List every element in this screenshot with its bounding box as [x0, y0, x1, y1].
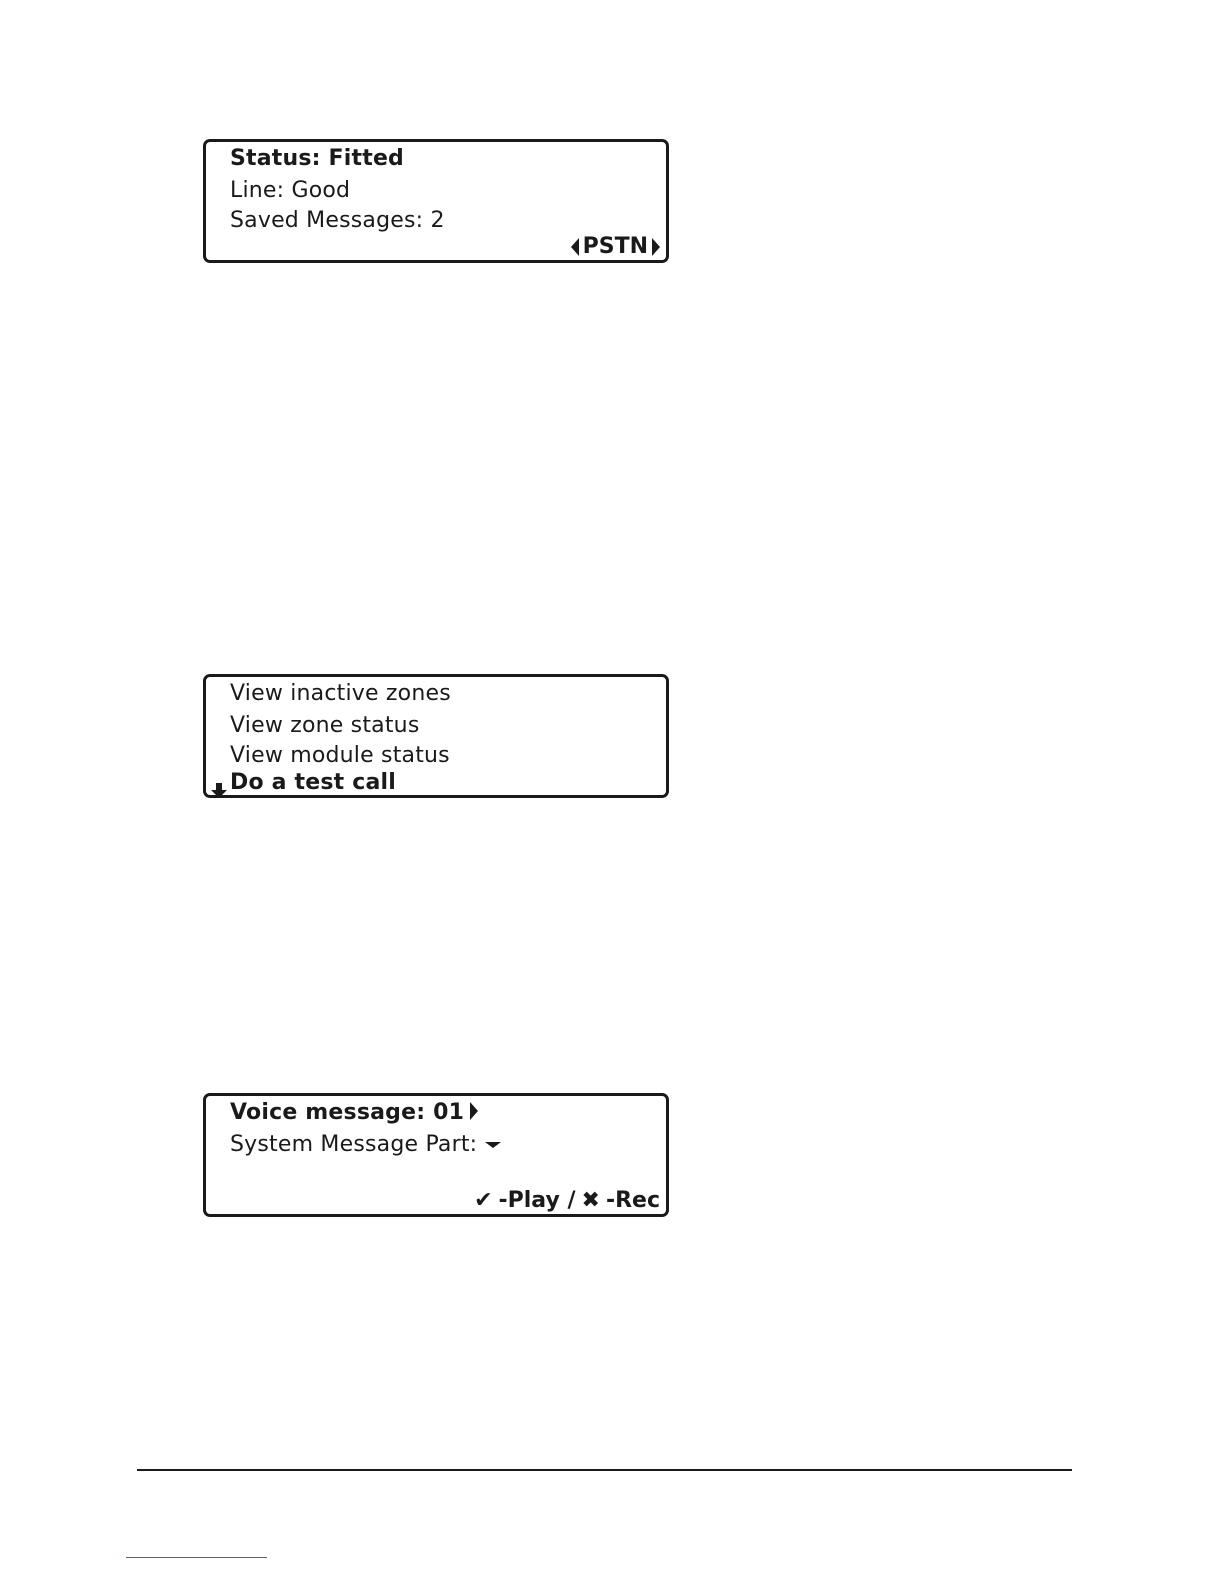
menu-screen — [203, 674, 669, 798]
voice-message-screen — [203, 1093, 669, 1217]
system-message-part-line — [230, 1132, 501, 1158]
footer-link-underline — [126, 1557, 267, 1558]
system-message-part-label: System Message Part: — [230, 1132, 478, 1157]
caret-down-icon[interactable] — [485, 1142, 501, 1148]
pstn-nav[interactable] — [571, 234, 660, 260]
menu-item-view-module-status[interactable]: View module status — [230, 743, 450, 768]
triangle-right-icon[interactable] — [470, 1102, 478, 1120]
cross-icon[interactable]: ✖ — [581, 1188, 600, 1213]
menu-item-view-inactive-zones[interactable]: View inactive zones — [230, 681, 451, 706]
triangle-left-icon[interactable] — [571, 238, 579, 256]
check-icon[interactable]: ✔ — [474, 1188, 493, 1213]
play-rec-hint — [474, 1188, 660, 1214]
play-label: -Play / — [498, 1188, 576, 1213]
triangle-right-icon[interactable] — [652, 238, 660, 256]
pstn-status-screen — [203, 139, 669, 263]
voice-message-line — [230, 1100, 478, 1126]
down-arrow-icon — [210, 783, 228, 799]
pstn-line-state: Line: Good — [230, 178, 351, 203]
pstn-nav-label: PSTN — [582, 234, 648, 259]
pstn-saved-messages: Saved Messages: 2 — [230, 208, 445, 233]
pstn-status-line: Status: Fitted — [230, 146, 405, 171]
footer-divider — [137, 1469, 1072, 1471]
voice-message-label: Voice message: 01 — [230, 1100, 465, 1125]
menu-item-view-zone-status[interactable]: View zone status — [230, 713, 420, 738]
menu-item-do-a-test-call[interactable]: Do a test call — [230, 770, 397, 795]
rec-label: -Rec — [605, 1188, 660, 1213]
